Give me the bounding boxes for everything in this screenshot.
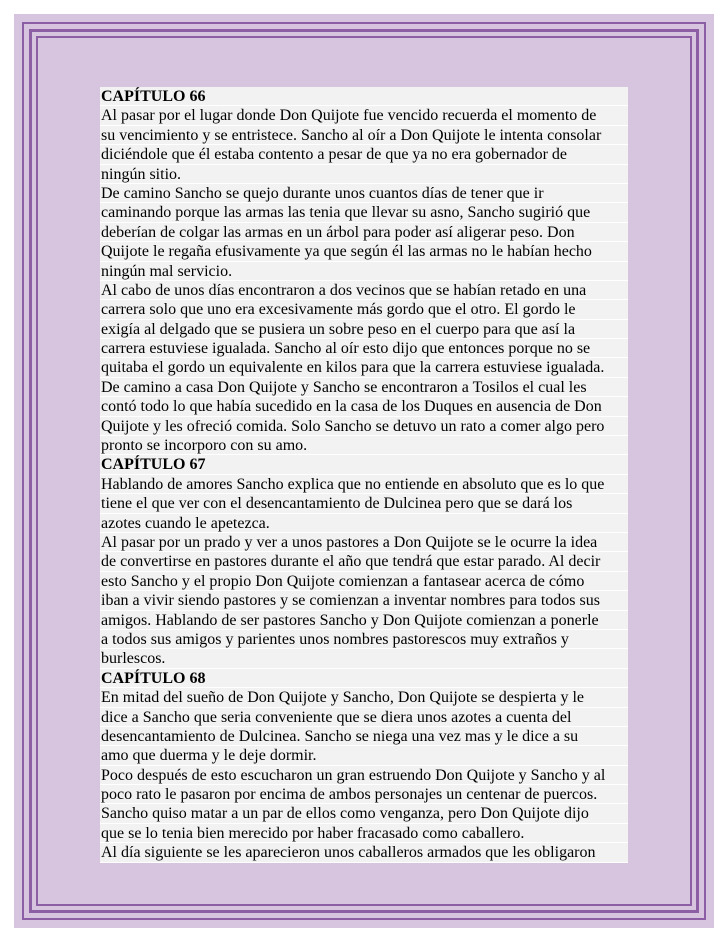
text-line: deberían de colgar las armas en un árbol para poder así aligerar peso. Don [100, 223, 628, 242]
text-line: ningún sitio. [100, 165, 628, 184]
text-line: de convertirse en pastores durante el año que tendrá que estar parado. Al decir [100, 552, 628, 571]
text-line: En mitad del sueño de Don Quijote y Sancho, Don Quijote se despierta y le [100, 688, 628, 707]
text-line: exigía al delgado que se pusiera un sobre peso en el cuerpo para que así la [100, 320, 628, 339]
text-line: desencantamiento de Dulcinea. Sancho se niega una vez mas y le dice a su [100, 727, 628, 746]
text-line: amo que duerma y le deje dormir. [100, 746, 628, 765]
text-line: De camino Sancho se quejo durante unos cuantos días de tener que ir [100, 184, 628, 203]
text-line: Al cabo de unos días encontraron a dos vecinos que se habían retado en una [100, 281, 628, 300]
text-line: poco rato le pasaron por encima de ambos personajes un centenar de puercos. [100, 785, 628, 804]
text-line: Quijote y les ofreció comida. Solo Sancho se detuvo un rato a comer algo pero [100, 417, 628, 436]
text-line: contó todo lo que había sucedido en la casa de los Duques en ausencia de Don [100, 397, 628, 416]
text-line: su vencimiento y se entristece. Sancho al oír a Don Quijote le intenta consolar [100, 126, 628, 145]
text-line: carrera solo que uno era excesivamente más gordo que el otro. El gordo le [100, 300, 628, 319]
text-line: amigos. Hablando de ser pastores Sancho y Don Quijote comienzan a ponerle [100, 611, 628, 630]
document-text-body [100, 87, 628, 863]
text-line: carrera estuviese igualada. Sancho al oír esto dijo que entonces porque no se [100, 339, 628, 358]
text-line: Sancho quiso matar a un par de ellos como venganza, pero Don Quijote dijo [100, 804, 628, 823]
chapter-heading: CAPÍTULO 67 [100, 455, 628, 474]
text-line: Poco después de esto escucharon un gran estruendo Don Quijote y Sancho y al [100, 766, 628, 785]
text-line: iban a vivir siendo pastores y se comienzan a inventar nombres para todos sus [100, 591, 628, 610]
text-line: De camino a casa Don Quijote y Sancho se encontraron a Tosilos el cual les [100, 378, 628, 397]
text-line: Al pasar por un prado y ver a unos pastores a Don Quijote se le ocurre la idea [100, 533, 628, 552]
text-line: burlescos. [100, 649, 628, 668]
text-line: tiene el que ver con el desencantamiento de Dulcinea pero que se dará los [100, 494, 628, 513]
text-line: Al día siguiente se les aparecieron unos caballeros armados que les obligaron [100, 843, 628, 862]
text-line: esto Sancho y el propio Don Quijote comienzan a fantasear acerca de cómo [100, 572, 628, 591]
text-line: caminando porque las armas las tenia que llevar su asno, Sancho sugirió que [100, 203, 628, 222]
text-line: Hablando de amores Sancho explica que no entiende en absoluto que es lo que [100, 475, 628, 494]
text-line: ningún mal servicio. [100, 262, 628, 281]
text-line: Quijote le regaña efusivamente ya que según él las armas no le habían hecho [100, 242, 628, 261]
text-line: quitaba el gordo un equivalente en kilos para que la carrera estuviese igualada. [100, 358, 628, 377]
text-line: Al pasar por el lugar donde Don Quijote fue vencido recuerda el momento de [100, 106, 628, 125]
text-line: dice a Sancho que seria conveniente que se diera unos azotes a cuenta del [100, 708, 628, 727]
chapter-heading: CAPÍTULO 68 [100, 669, 628, 688]
text-line: a todos sus amigos y parientes unos nombres pastorescos muy extraños y [100, 630, 628, 649]
text-line: que se lo tenia bien merecido por haber fracasado como caballero. [100, 824, 628, 843]
text-line: pronto se incorporo con su amo. [100, 436, 628, 455]
text-line: diciéndole que él estaba contento a pesar de que ya no era gobernador de [100, 145, 628, 164]
chapter-heading: CAPÍTULO 66 [100, 87, 628, 106]
text-line: azotes cuando le apetezca. [100, 514, 628, 533]
